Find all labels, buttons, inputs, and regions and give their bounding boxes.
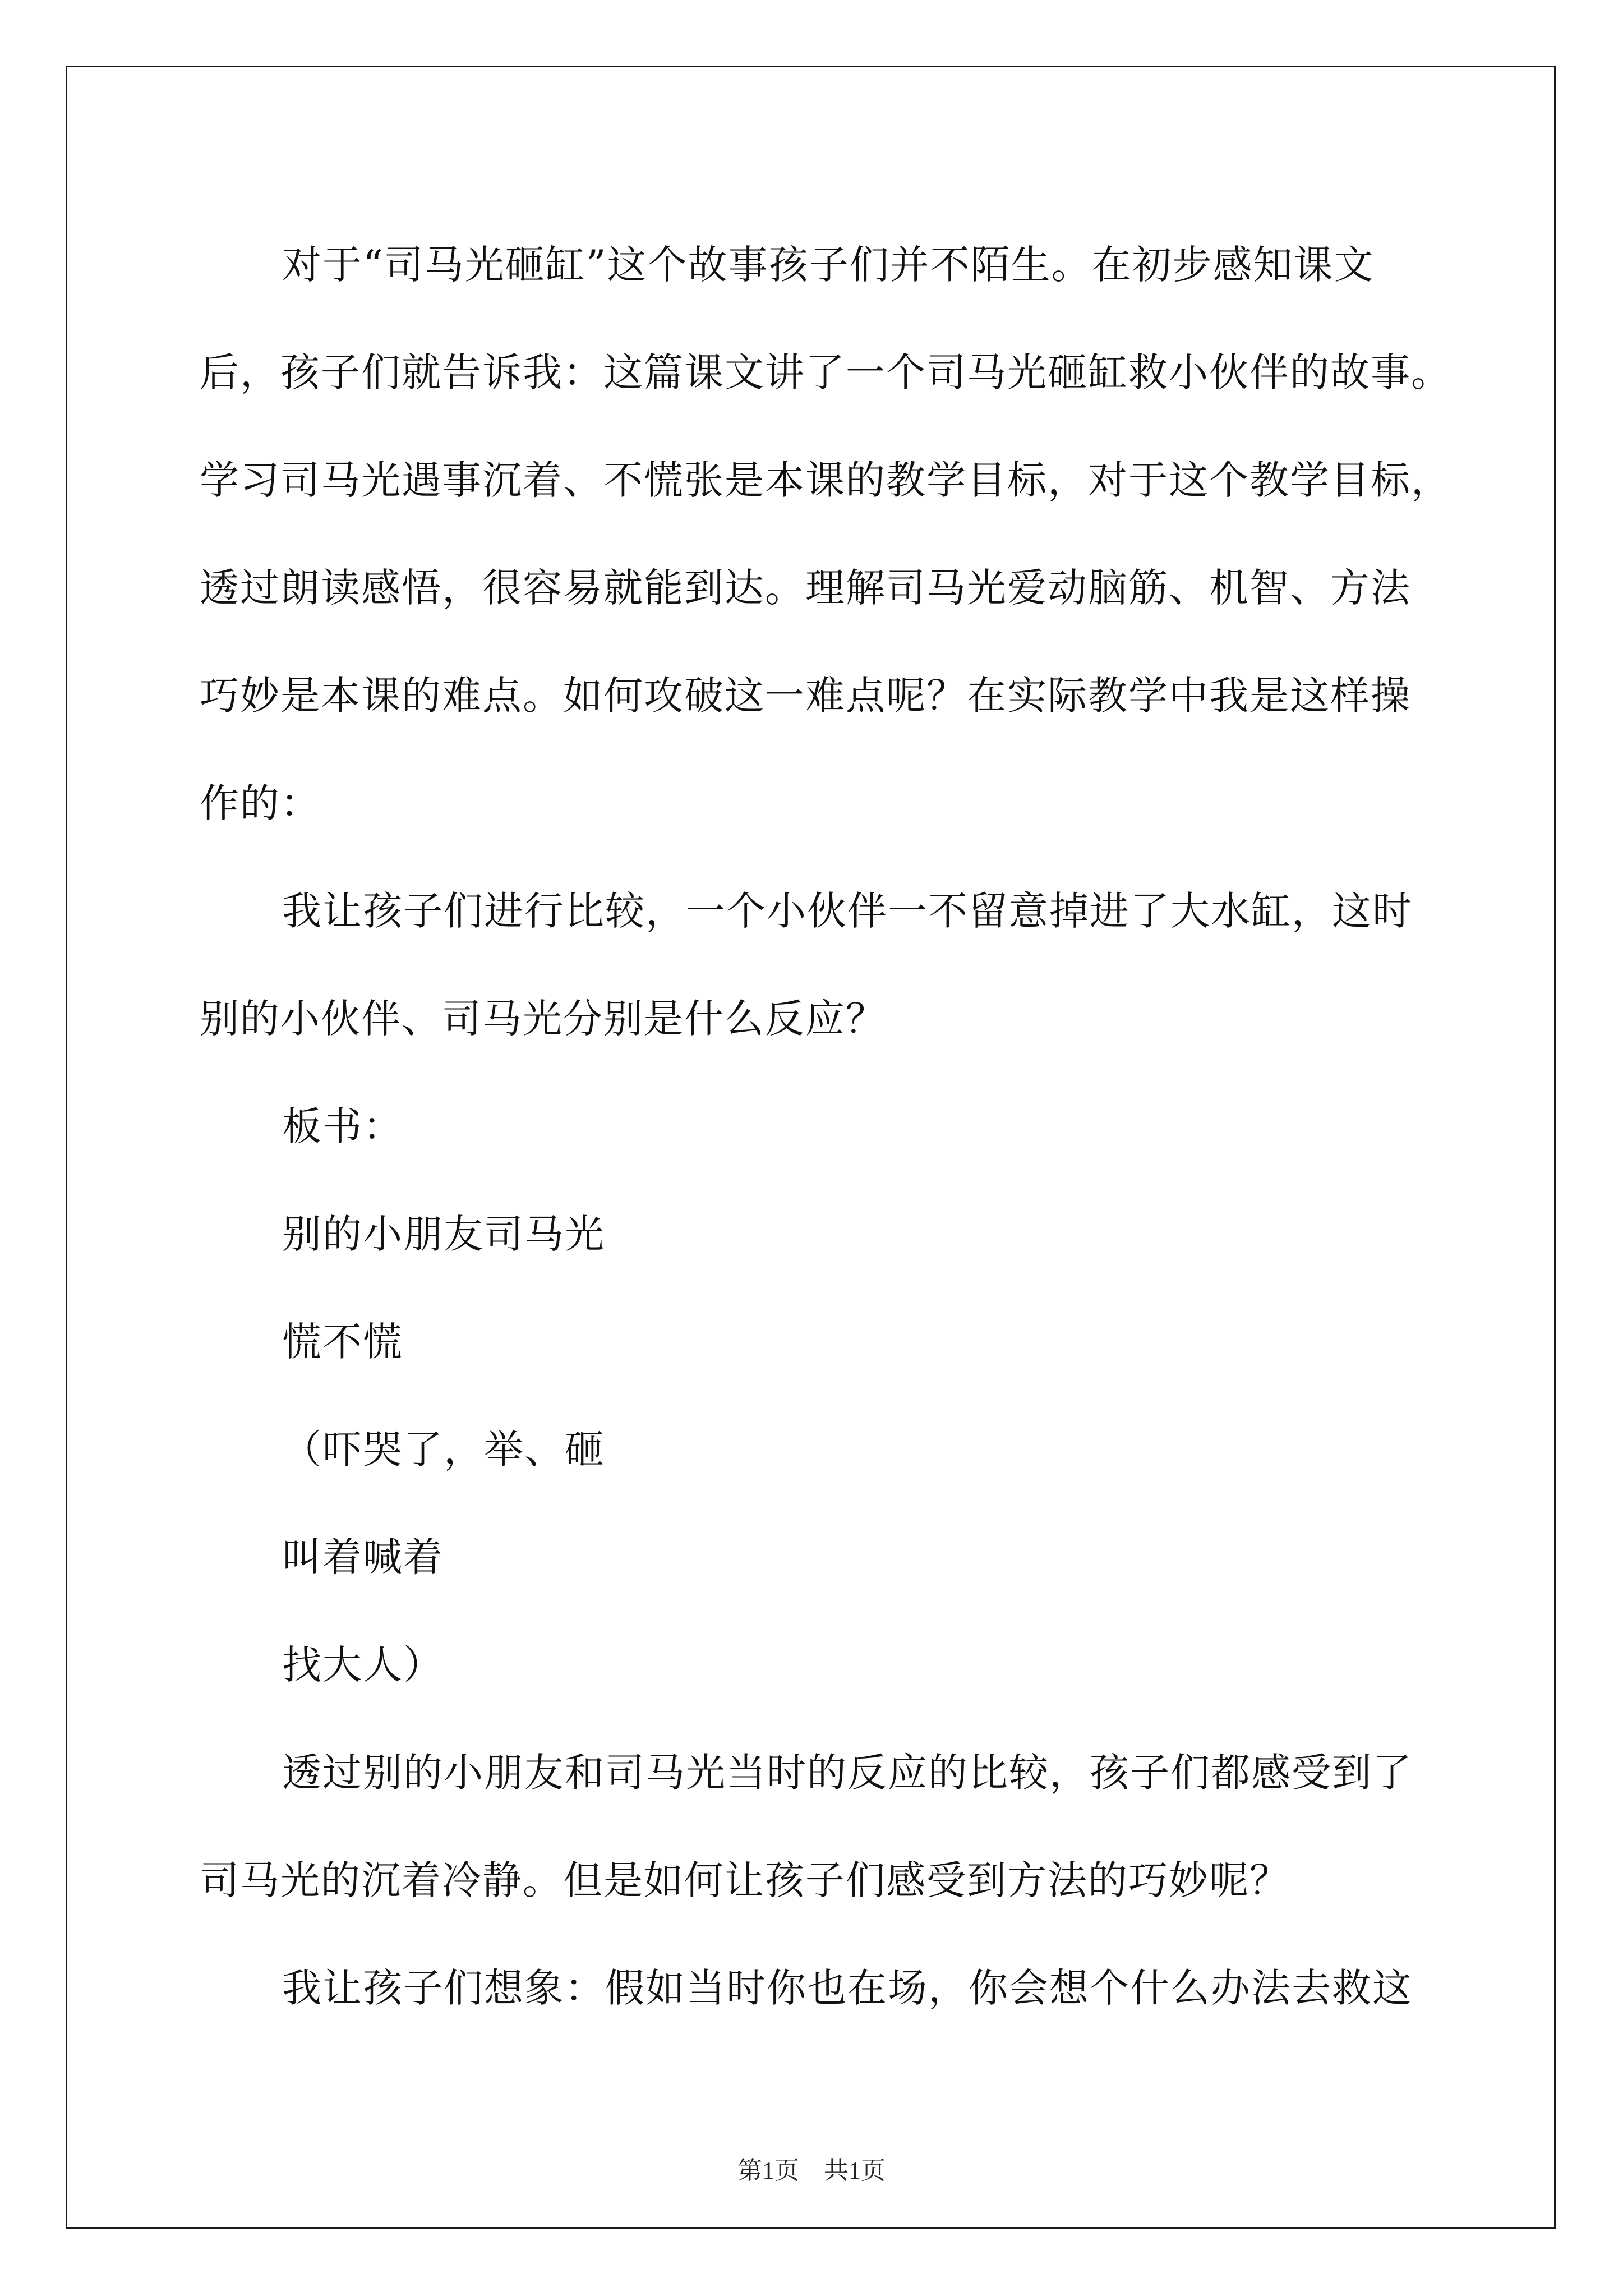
text-line: 找大人） [282, 1642, 444, 1688]
text-line: 我让孩子们想象：假如当时你也在场，你会想个什么办法去救这 [282, 1965, 1413, 2011]
text-line: 我让孩子们进行比较，一个小伙伴一不留意掉进了大水缸，这时 [282, 888, 1413, 934]
text-line: 学习司马光遇事沉着、不慌张是本课的教学目标，对于这个教学目标， [200, 457, 1451, 503]
text-line: 别的小伙伴、司马光分别是什么反应？ [200, 996, 886, 1042]
text-line: 透过别的小朋友和司马光当时的反应的比较，孩子们都感受到了 [282, 1750, 1413, 1796]
text-line: 慌不慌 [282, 1319, 403, 1365]
text-line: 巧妙是本课的难点。如何攻破这一难点呢？在实际教学中我是这样操 [200, 673, 1411, 719]
text-line: 对于“司马光砸缸”这个故事孩子们并不陌生。在初步感知课文 [282, 242, 1375, 288]
text-line: 板书： [282, 1103, 403, 1149]
text-line: 司马光的沉着冷静。但是如何让孩子们感受到方法的巧妙呢？ [200, 1857, 1290, 1903]
text-line: 叫着喊着 [282, 1534, 444, 1580]
text-line: （吓哭了，举、砸 [282, 1427, 605, 1473]
text-line: 透过朗读感悟，很容易就能到达。理解司马光爱动脑筋、机智、方法 [200, 565, 1411, 611]
text-line: 后，孩子们就告诉我：这篇课文讲了一个司马光砸缸救小伙伴的故事。 [200, 349, 1451, 395]
text-line: 作的： [200, 780, 321, 826]
document-body [200, 211, 1451, 2042]
page-footer: 第1页 共1页 [737, 2157, 886, 2184]
text-line: 别的小朋友司马光 [282, 1211, 605, 1257]
